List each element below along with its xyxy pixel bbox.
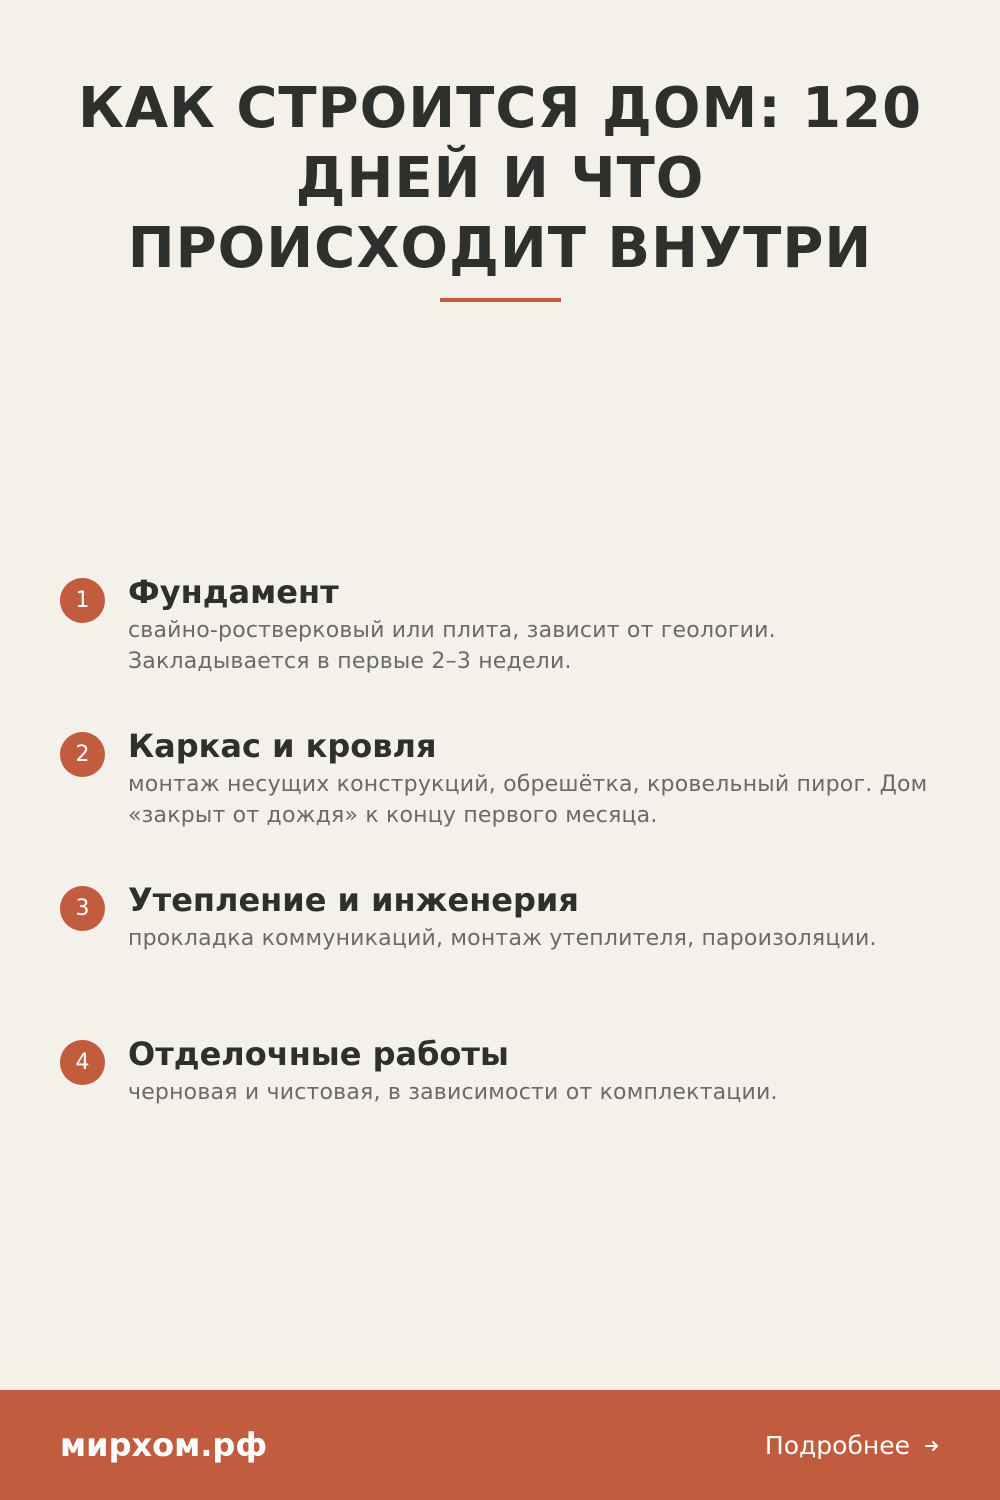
arrow-right-icon bbox=[924, 1438, 940, 1454]
title-underline bbox=[440, 298, 561, 302]
page-title: КАК СТРОИТСЯ ДОМ: 120 ДНЕЙ И ЧТО ПРОИСХОДИТ ВНУТРИ bbox=[77, 76, 923, 281]
more-link-label: Подробнее bbox=[764, 1431, 910, 1460]
more-link[interactable] bbox=[765, 1430, 940, 1462]
step-title: Каркас и кровля bbox=[128, 727, 437, 765]
site-name[interactable]: мирхом.рф bbox=[60, 1426, 268, 1464]
step-title: Отделочные работы bbox=[128, 1035, 509, 1073]
step-description: черновая и чистовая, в зависимости от комплектации. bbox=[128, 1080, 778, 1105]
step-description: монтаж несущих конструкций, обрешётка, кровельный пирог. Дом «закрыт от дождя» к концу первого месяца. bbox=[128, 772, 928, 828]
step-number-badge: 1 bbox=[60, 578, 105, 623]
step-title: Утепление и инженерия bbox=[128, 881, 579, 919]
footer-bar bbox=[0, 1390, 1000, 1500]
step-item-1 bbox=[60, 572, 940, 726]
step-number-badge: 4 bbox=[60, 1040, 105, 1085]
step-item-4 bbox=[60, 1034, 940, 1188]
step-title: Фундамент bbox=[128, 573, 339, 611]
steps-list bbox=[60, 572, 940, 1188]
step-description: прокладка коммуникаций, монтаж утеплителя, пароизоляции. bbox=[128, 926, 877, 951]
step-item-3 bbox=[60, 880, 940, 1034]
step-description: свайно-ростверковый или плита, зависит от геологии. Закладывается в первые 2–3 недели. bbox=[128, 618, 776, 674]
step-item-2 bbox=[60, 726, 940, 880]
step-number-badge: 3 bbox=[60, 886, 105, 931]
step-number-badge: 2 bbox=[60, 732, 105, 777]
